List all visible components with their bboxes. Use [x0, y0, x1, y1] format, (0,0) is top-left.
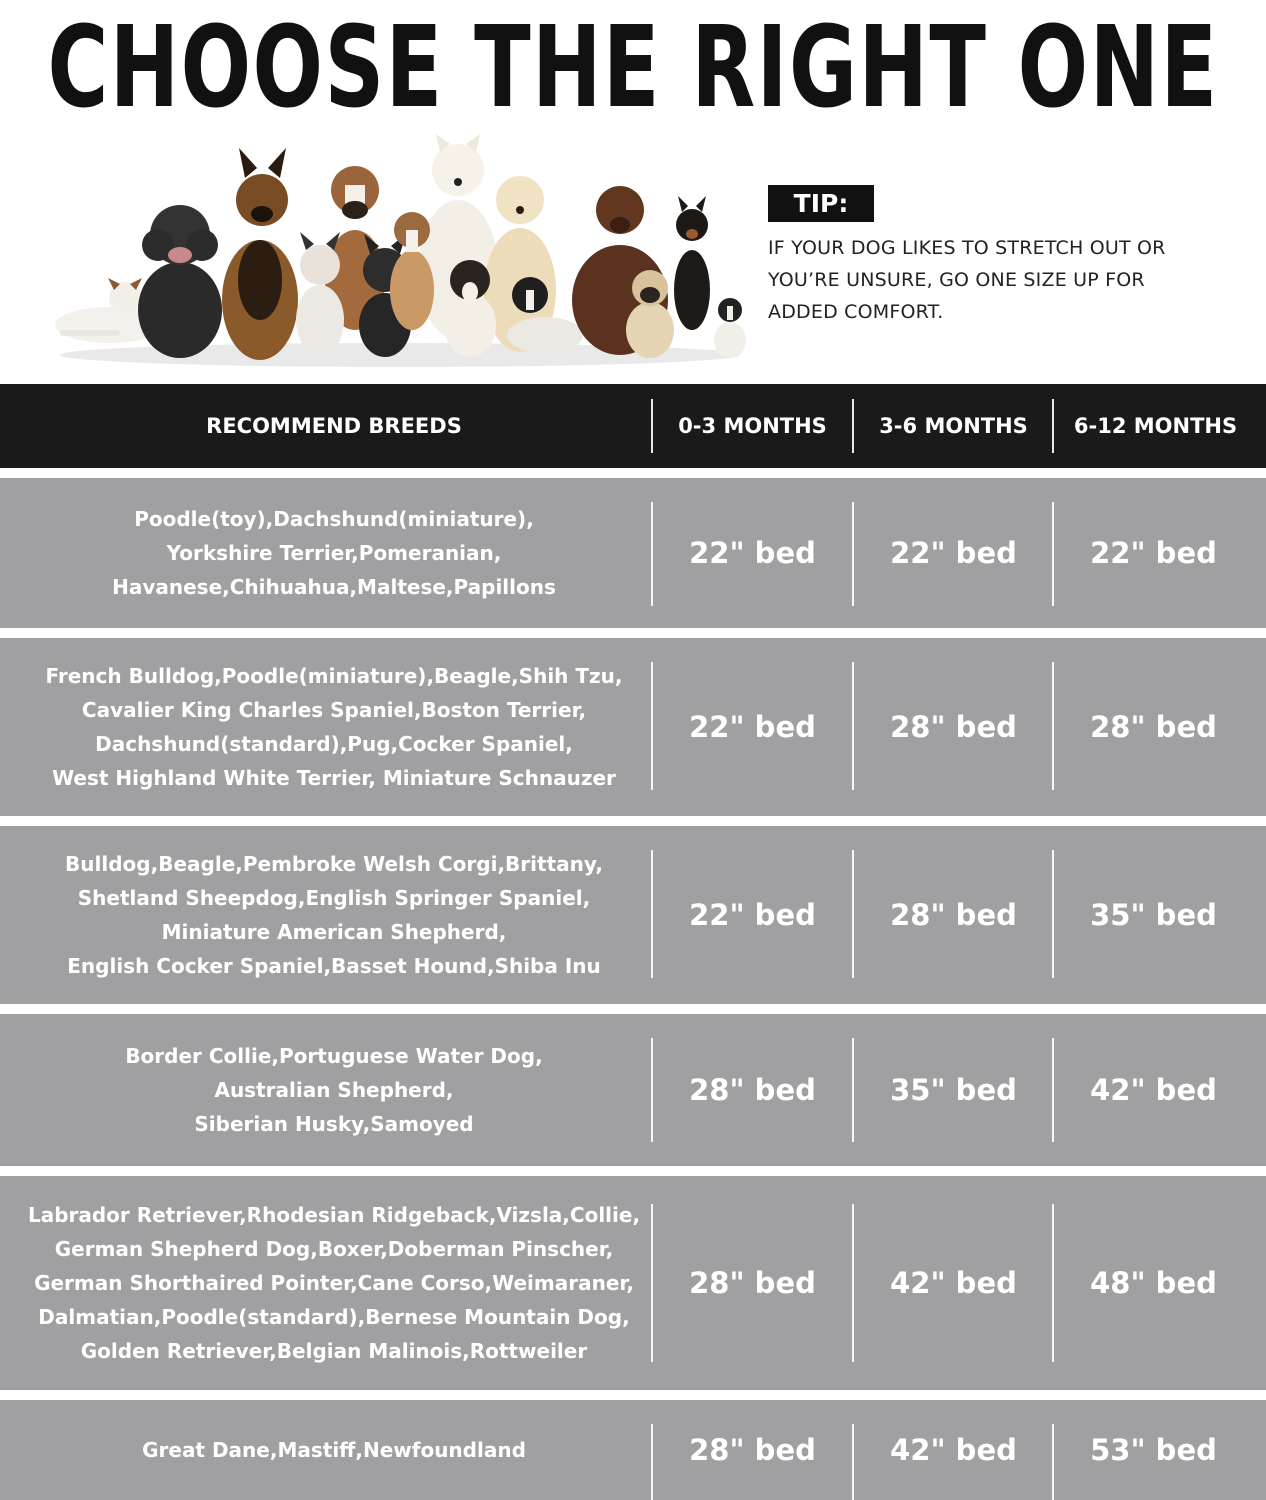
table-row: [0, 1014, 1266, 1166]
tip-badge: TIP:: [768, 185, 874, 222]
size-0-3-months: 22" bed: [689, 710, 816, 744]
table-row: [0, 1176, 1266, 1390]
breeds-cell: Border Collie,Portuguese Water Dog, Australian Shepherd, Siberian Husky,Samoyed: [125, 1044, 543, 1136]
cavalier-dog: [444, 260, 496, 357]
size-3-6-months: 28" bed: [890, 710, 1017, 744]
papillon-dog: [714, 298, 746, 358]
size-3-6-months: 42" bed: [890, 1266, 1017, 1300]
size-0-3-months: 28" bed: [689, 1073, 816, 1107]
pinscher-dog: [674, 196, 710, 330]
beagle-dog: [390, 212, 434, 330]
breeds-cell: Great Dane,Mastiff,Newfoundland: [142, 1438, 526, 1462]
header-breeds: RECOMMEND BREEDS: [206, 414, 462, 438]
size-3-6-months: 35" bed: [890, 1073, 1017, 1107]
size-6-12-months: 42" bed: [1090, 1073, 1217, 1107]
size-6-12-months: 53" bed: [1090, 1433, 1217, 1467]
size-6-12-months: 48" bed: [1090, 1266, 1217, 1300]
header-3-6-months: 3-6 MONTHS: [879, 414, 1028, 438]
size-6-12-months: 28" bed: [1090, 710, 1217, 744]
poodle-dog: [138, 205, 222, 358]
dogs-group-image: [40, 130, 755, 370]
table-row: [0, 638, 1266, 816]
size-0-3-months: 28" bed: [689, 1433, 816, 1467]
size-6-12-months: 35" bed: [1090, 898, 1217, 932]
pug-dog: [626, 270, 674, 358]
size-0-3-months: 22" bed: [689, 536, 816, 570]
header-0-3-months: 0-3 MONTHS: [678, 414, 827, 438]
page-title: CHOOSE THE RIGHT ONE: [47, 2, 1219, 133]
size-0-3-months: 22" bed: [689, 898, 816, 932]
breeds-cell: French Bulldog,Poodle(miniature),Beagle,Shih Tzu, Cavalier King Charles Spaniel,Boston Terrier, Dachshund(standard),Pug,Cocker Spaniel, West Highland White Terrier, Miniature Schnauzer: [45, 664, 623, 790]
size-6-12-months: 22" bed: [1090, 536, 1217, 570]
tip-text: IF YOUR DOG LIKES TO STRETCH OUT OR YOU’RE UNSURE, GO ONE SIZE UP FOR ADDED COMFORT.: [768, 237, 1166, 323]
breeds-cell: Poodle(toy),Dachshund(miniature), Yorkshire Terrier,Pomeranian, Havanese,Chihuahua,Maltese,Papillons: [112, 507, 556, 599]
table-row: [0, 478, 1266, 628]
breeds-cell: Bulldog,Beagle,Pembroke Welsh Corgi,Brittany, Shetland Sheepdog,English Springer Spaniel, Miniature American Shepherd, English Cocker Spaniel,Basset Hound,Shiba Inu: [65, 852, 603, 978]
table-header: [0, 384, 1266, 468]
size-3-6-months: 22" bed: [890, 536, 1017, 570]
breeds-cell: Labrador Retriever,Rhodesian Ridgeback,Vizsla,Collie, German Shepherd Dog,Boxer,Doberman Pinscher, German Shorthaired Pointer,Cane Corso,Weimaraner, Dalmatian,Poodle(standard),Bernese Mountain Dog, Golden Retriever,Belgian Malinois,Rottweiler: [27, 1203, 641, 1363]
table-row: [0, 826, 1266, 1004]
table-row: [0, 1400, 1266, 1500]
header-6-12-months: 6-12 MONTHS: [1073, 414, 1238, 438]
size-0-3-months: 28" bed: [689, 1266, 816, 1300]
german-shepherd-dog: [222, 148, 298, 360]
size-3-6-months: 28" bed: [890, 898, 1017, 932]
size-3-6-months: 42" bed: [890, 1433, 1017, 1467]
